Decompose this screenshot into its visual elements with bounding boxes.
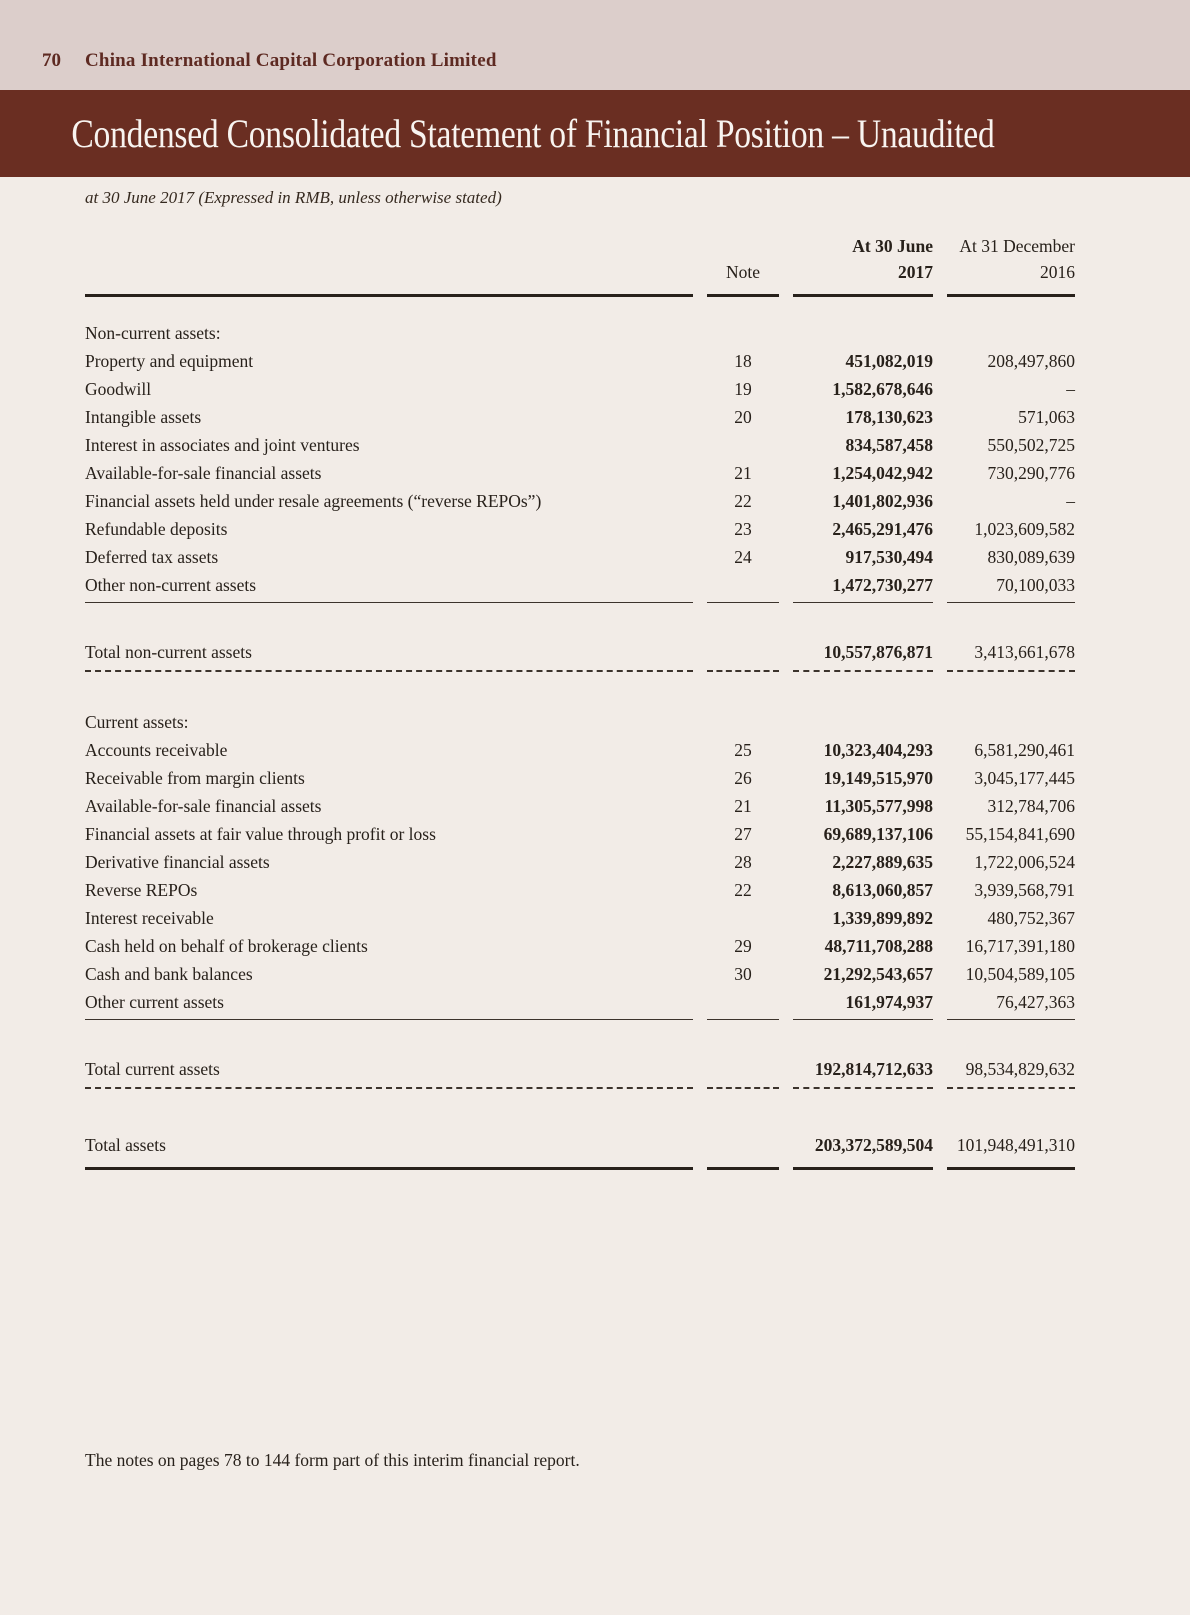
note-ref — [707, 904, 779, 932]
note-ref: 23 — [734, 519, 752, 539]
footnote: The notes on pages 78 to 144 form part of this interim financial report. — [85, 1450, 580, 1470]
value-2016: 16,717,391,180 — [965, 936, 1075, 956]
value-2017 — [793, 319, 933, 347]
title-banner — [0, 90, 1190, 177]
company-name: China International Capital Corporation Limited — [85, 50, 497, 71]
value-2017 — [793, 708, 933, 736]
note-ref — [707, 637, 779, 672]
spacer — [85, 672, 1075, 708]
value-2016: 10,504,589,105 — [965, 964, 1075, 984]
row-label: Current assets: — [85, 712, 189, 732]
value-2016: 3,413,661,678 — [947, 637, 1075, 672]
page-number: 70 — [42, 50, 61, 71]
value-2016: 3,939,568,791 — [974, 880, 1075, 900]
value-2017: 11,305,577,998 — [824, 796, 933, 816]
section-heading — [85, 708, 1075, 736]
row-label: Interest in associates and joint ventures — [85, 435, 360, 455]
row-label: Receivable from margin clients — [85, 768, 305, 788]
table-row — [85, 375, 1075, 403]
value-2017: 10,323,404,293 — [823, 740, 933, 760]
value-2016: 76,427,363 — [947, 988, 1075, 1020]
page-title: Condensed Consolidated Statement of Financial Position – Unaudited — [71, 111, 995, 156]
spacer-row — [85, 297, 1075, 319]
table-header — [85, 233, 1075, 297]
table-row — [85, 459, 1075, 487]
empty-cell — [85, 233, 693, 259]
value-2017: 178,130,623 — [845, 407, 933, 427]
row-label: Intangible assets — [85, 407, 202, 427]
value-2016 — [947, 708, 1075, 736]
table-row — [85, 347, 1075, 375]
table-row — [85, 487, 1075, 515]
table-row — [85, 571, 1075, 603]
value-2016: 830,089,639 — [987, 547, 1075, 567]
note-ref — [707, 571, 779, 603]
row-label: Non-current assets: — [85, 323, 221, 343]
value-2016: 55,154,841,690 — [965, 824, 1075, 844]
note-ref — [707, 1054, 779, 1089]
row-label: Cash held on behalf of brokerage clients — [85, 936, 368, 956]
table-row — [85, 904, 1075, 932]
row-label: Financial assets held under resale agreements (“reverse REPOs”) — [85, 491, 542, 511]
row-label: Available-for-sale financial assets — [85, 796, 322, 816]
value-2016: 208,497,860 — [987, 351, 1075, 371]
column-header-period-2016: At 31 December — [959, 236, 1075, 256]
value-2017: 1,401,802,936 — [832, 491, 933, 511]
value-2016: 3,045,177,445 — [974, 768, 1075, 788]
value-2017: 917,530,494 — [845, 547, 933, 567]
row-label: Total current assets — [85, 1054, 693, 1089]
table-row — [85, 876, 1075, 904]
table-row — [85, 848, 1075, 876]
column-header-year-2017: 2017 — [793, 259, 933, 297]
value-2017: 1,582,678,646 — [832, 379, 933, 399]
total-row — [85, 637, 1075, 672]
column-header-period-2017: At 30 June — [852, 236, 933, 256]
value-2016: 312,784,706 — [987, 796, 1075, 816]
note-ref: 21 — [734, 463, 752, 483]
row-label: Other current assets — [85, 988, 693, 1020]
page-header — [0, 0, 1190, 90]
note-ref: 22 — [734, 491, 752, 511]
value-2016: 6,581,290,461 — [974, 740, 1075, 760]
column-header-year-2016: 2016 — [947, 259, 1075, 297]
value-2016: 730,290,776 — [987, 463, 1075, 483]
note-ref — [707, 1129, 779, 1170]
empty-cell — [85, 259, 693, 297]
row-label: Goodwill — [85, 379, 152, 399]
value-2016: 1,023,609,582 — [974, 519, 1075, 539]
row-label: Available-for-sale financial assets — [85, 463, 322, 483]
value-2017: 48,711,708,288 — [824, 936, 933, 956]
value-2017: 8,613,060,857 — [832, 880, 933, 900]
note-ref: 26 — [734, 768, 752, 788]
row-label: Derivative financial assets — [85, 852, 270, 872]
table-row — [85, 932, 1075, 960]
table-row — [85, 543, 1075, 571]
table-row — [85, 403, 1075, 431]
spacer-row — [85, 1020, 1075, 1054]
row-label: Interest receivable — [85, 908, 214, 928]
note-ref — [707, 708, 779, 736]
value-2017: 203,372,589,504 — [793, 1129, 933, 1170]
header-year-row — [85, 259, 1075, 297]
grand-total-row — [85, 1129, 1075, 1170]
table-row — [85, 792, 1075, 820]
empty-cell — [707, 233, 779, 259]
row-label: Total assets — [85, 1129, 693, 1170]
note-ref: 18 — [734, 351, 752, 371]
row-label: Refundable deposits — [85, 519, 228, 539]
value-2017: 161,974,937 — [793, 988, 933, 1020]
value-2016: 1,722,006,524 — [974, 852, 1075, 872]
note-ref — [707, 988, 779, 1020]
spacer — [85, 297, 1075, 319]
table-row — [85, 820, 1075, 848]
table-row — [85, 515, 1075, 543]
spacer — [85, 1089, 1075, 1129]
note-ref — [707, 319, 779, 347]
table-row — [85, 764, 1075, 792]
value-2016: 101,948,491,310 — [947, 1129, 1075, 1170]
row-label: Deferred tax assets — [85, 547, 219, 567]
section-heading — [85, 319, 1075, 347]
value-2017: 834,587,458 — [845, 435, 933, 455]
value-2016: – — [1066, 491, 1075, 511]
note-ref: 19 — [734, 379, 752, 399]
row-label: Other non-current assets — [85, 571, 693, 603]
value-2016: – — [1066, 379, 1075, 399]
value-2016: 571,063 — [1018, 407, 1075, 427]
note-ref: 20 — [734, 407, 752, 427]
value-2017: 1,472,730,277 — [793, 571, 933, 603]
value-2017: 2,465,291,476 — [832, 519, 933, 539]
table-row — [85, 736, 1075, 764]
note-ref: 24 — [734, 547, 752, 567]
table-body — [85, 297, 1075, 1170]
row-label: Accounts receivable — [85, 740, 228, 760]
value-2016: 480,752,367 — [987, 908, 1075, 928]
row-label: Cash and bank balances — [85, 964, 253, 984]
header-period-row — [85, 233, 1075, 259]
note-ref: 22 — [734, 880, 752, 900]
note-ref: 25 — [734, 740, 752, 760]
statement-subtitle: at 30 June 2017 (Expressed in RMB, unless otherwise stated) — [85, 188, 502, 207]
spacer-row — [85, 1089, 1075, 1129]
table-row — [85, 960, 1075, 988]
value-2017: 451,082,019 — [845, 351, 933, 371]
value-2017: 2,227,889,635 — [832, 852, 933, 872]
table-row — [85, 431, 1075, 459]
note-ref: 21 — [734, 796, 752, 816]
value-2017: 21,292,543,657 — [823, 964, 933, 984]
spacer — [85, 603, 1075, 637]
financial-position-table — [71, 233, 1089, 1170]
column-header-note: Note — [707, 259, 779, 297]
row-label: Reverse REPOs — [85, 880, 198, 900]
row-label: Financial assets at fair value through profit or loss — [85, 824, 436, 844]
value-2017: 192,814,712,633 — [793, 1054, 933, 1089]
note-ref: 29 — [734, 936, 752, 956]
value-2017: 19,149,515,970 — [823, 768, 933, 788]
table-row — [85, 988, 1075, 1020]
value-2017: 10,557,876,871 — [793, 637, 933, 672]
spacer-row — [85, 672, 1075, 708]
spacer — [85, 1020, 1075, 1054]
spacer-row — [85, 603, 1075, 637]
row-label: Total non-current assets — [85, 637, 693, 672]
row-label: Property and equipment — [85, 351, 254, 371]
value-2016: 98,534,829,632 — [947, 1054, 1075, 1089]
total-row — [85, 1054, 1075, 1089]
note-ref: 30 — [734, 964, 752, 984]
value-2017: 1,339,899,892 — [832, 908, 933, 928]
note-ref: 27 — [734, 824, 752, 844]
value-2016: 70,100,033 — [947, 571, 1075, 603]
note-ref — [707, 431, 779, 459]
value-2016 — [947, 319, 1075, 347]
value-2016: 550,502,725 — [987, 435, 1075, 455]
note-ref: 28 — [734, 852, 752, 872]
value-2017: 69,689,137,106 — [823, 824, 933, 844]
value-2017: 1,254,042,942 — [832, 463, 933, 483]
